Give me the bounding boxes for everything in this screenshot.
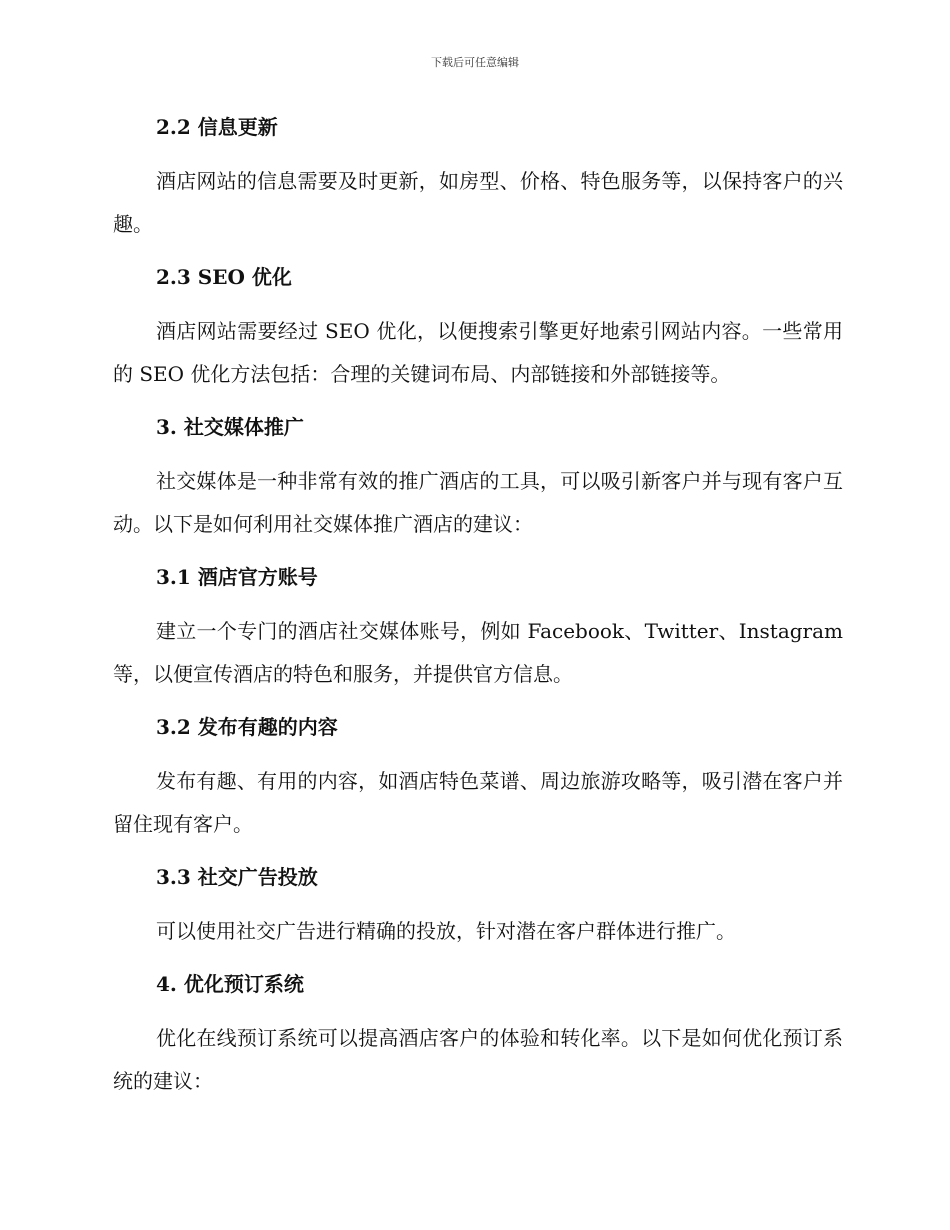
section-heading-4: 4. 优化预订系统	[156, 972, 304, 996]
paragraph-social-ads: 可以使用社交广告进行精确的投放，针对潜在客户群体进行推广。	[156, 919, 736, 943]
paragraph-booking-system: 优化在线预订系统可以提高酒店客户的体验和转化率。以下是如何优化预订系统的建议：	[113, 1026, 843, 1093]
document-body	[113, 110, 843, 1103]
section-heading-2-2: 2.2 信息更新	[156, 115, 278, 139]
section-heading-3: 3. 社交媒体推广	[156, 415, 304, 439]
paragraph-interesting-content: 发布有趣、有用的内容，如酒店特色菜谱、周边旅游攻略等，吸引潜在客户并留住现有客户。	[113, 769, 843, 836]
section-heading-3-3: 3.3 社交广告投放	[156, 865, 318, 889]
paragraph-seo: 酒店网站需要经过 SEO 优化，以便搜索引擎更好地索引网站内容。一些常用的 SEO 优化方法包括：合理的关键词布局、内部链接和外部链接等。	[113, 319, 843, 386]
paragraph-official-account: 建立一个专门的酒店社交媒体账号，例如 Facebook、Twitter、Instagram等，以便宣传酒店的特色和服务，并提供官方信息。	[113, 619, 843, 686]
section-heading-3-1: 3.1 酒店官方账号	[156, 565, 318, 589]
page-header-note: 下载后可任意编辑	[431, 56, 519, 69]
paragraph-info-update: 酒店网站的信息需要及时更新，如房型、价格、特色服务等，以保持客户的兴趣。	[113, 169, 843, 236]
paragraph-social-media: 社交媒体是一种非常有效的推广酒店的工具，可以吸引新客户并与现有客户互动。以下是如何利用社交媒体推广酒店的建议：	[113, 469, 843, 536]
section-heading-2-3: 2.3 SEO 优化	[156, 265, 292, 289]
section-heading-3-2: 3.2 发布有趣的内容	[156, 715, 338, 739]
